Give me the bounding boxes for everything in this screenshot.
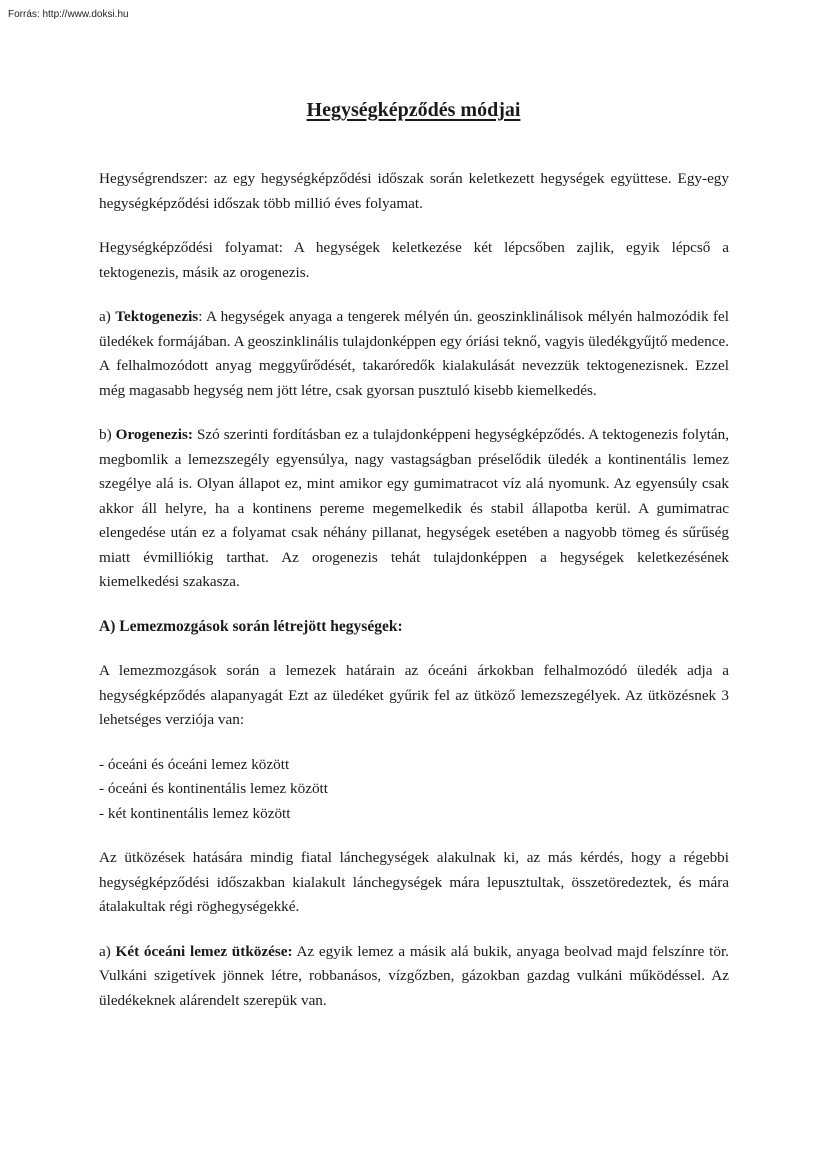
section-heading-lemezmozgasok: A) Lemezmozgások során létrejött hegységek: <box>99 617 403 635</box>
paragraph-lemezmozgasok: A lemezmozgások során a lemezek határain az óceáni árkokban felhalmozódó üledék adja a hegységképződés alapanyagát Ezt az üledéket gyűrik fel az ütköző lemezszegélyek. Az ütközésnek 3 lehetséges verziója van: <box>99 662 729 728</box>
term-tektogenezis: Tektogenezis <box>115 308 199 325</box>
list-item: - két kontinentális lemez között <box>99 804 291 822</box>
page-title: Hegységképződés módjai <box>306 99 521 121</box>
list-item: - óceáni és kontinentális lemez között <box>99 780 328 797</box>
paragraph-folyamat: Hegységképződési folyamat: A hegységek keletkezése két lépcsőben zajlik, egyik lépcső a tektogenezis, másik az orogenezis. <box>99 239 729 281</box>
paragraph-tektogenezis <box>99 305 729 403</box>
paragraph-hegysegrendszer: Hegységrendszer: az egy hegységképződési időszak során keletkezett hegységek együttese. Egy-egy hegységképződési időszak több millió éves folyamat. <box>99 170 729 212</box>
paragraph-utkozesek: Az ütközések hatására mindig fiatal lánchegységek alakulnak ki, az más kérdés, hogy a régebbi hegységképződési időszakban kialakult lánchegységek mára lepusztultak, összetöredeztek, és mára átalakultak régi röghegységekké. <box>99 849 729 915</box>
paragraph-text: Szó szerinti fordításban ez a tulajdonképpeni hegységképződés. A tektogenezis folytán, megbomlik a lemezszegély egyensúlya, nagy vastagságban préselődik üledék a kontinentális lemez szegélye alá is. Olyan állapot ez, mint amikor egy gumimatracot víz alá nyomunk. Az egyensúly csak akkor áll helyre, ha a kontinens pereme megemelkedik és stabil állapotba kerül. A gumimatrac elengedése után ez a folyamat csak néhány pillanat, hegységek esetében a nagyobb tömeg és sűrűség miatt évmilliókig tarthat. Az orogenezis tehát tulajdonképpen a hegységek keletkezésének kiemelkedési szakasza. <box>99 426 729 590</box>
paragraph-text: Az egyik lemez a másik alá bukik, anyaga beolvad majd felszínre tör. Vulkáni szigetívek jönnek létre, robbanásos, vízgőzben, gázokban gazdag vulkáni működéssel. Az üledékeknek alárendelt szerepük van. <box>99 942 729 1009</box>
term-orogenezis: Orogenezis: <box>115 426 193 443</box>
collision-list <box>99 753 729 827</box>
paragraph-prefix: a) <box>99 308 116 325</box>
paragraph-prefix: a) <box>99 942 116 960</box>
paragraph-oceani-utkozes <box>99 940 729 1014</box>
term-ket-oceani-lemez: Két óceáni lemez ütközése: <box>115 942 293 960</box>
paragraph-orogenezis <box>99 423 729 595</box>
paragraph-prefix: b) <box>99 426 116 443</box>
paragraph-text: : A hegységek anyaga a tengerek mélyén ún. geoszinklinálisok mélyén halmozódik fel üledékek formájában. A geoszinklinális tulajdonképpen egy óriási teknő, vagyis üledékgyűjtő medence. A felhalmozódott anyag meggyűrődését, takaróredők kialakulását nevezzük tektogenezisnek. Ezzel még magasabb hegység nem jött létre, csak gyorsan pusztuló kisebb kiemelkedés. <box>99 308 729 399</box>
document-body <box>99 167 729 1013</box>
source-url: Forrás: http://www.doksi.hu <box>8 9 129 20</box>
list-item: - óceáni és óceáni lemez között <box>99 755 290 773</box>
